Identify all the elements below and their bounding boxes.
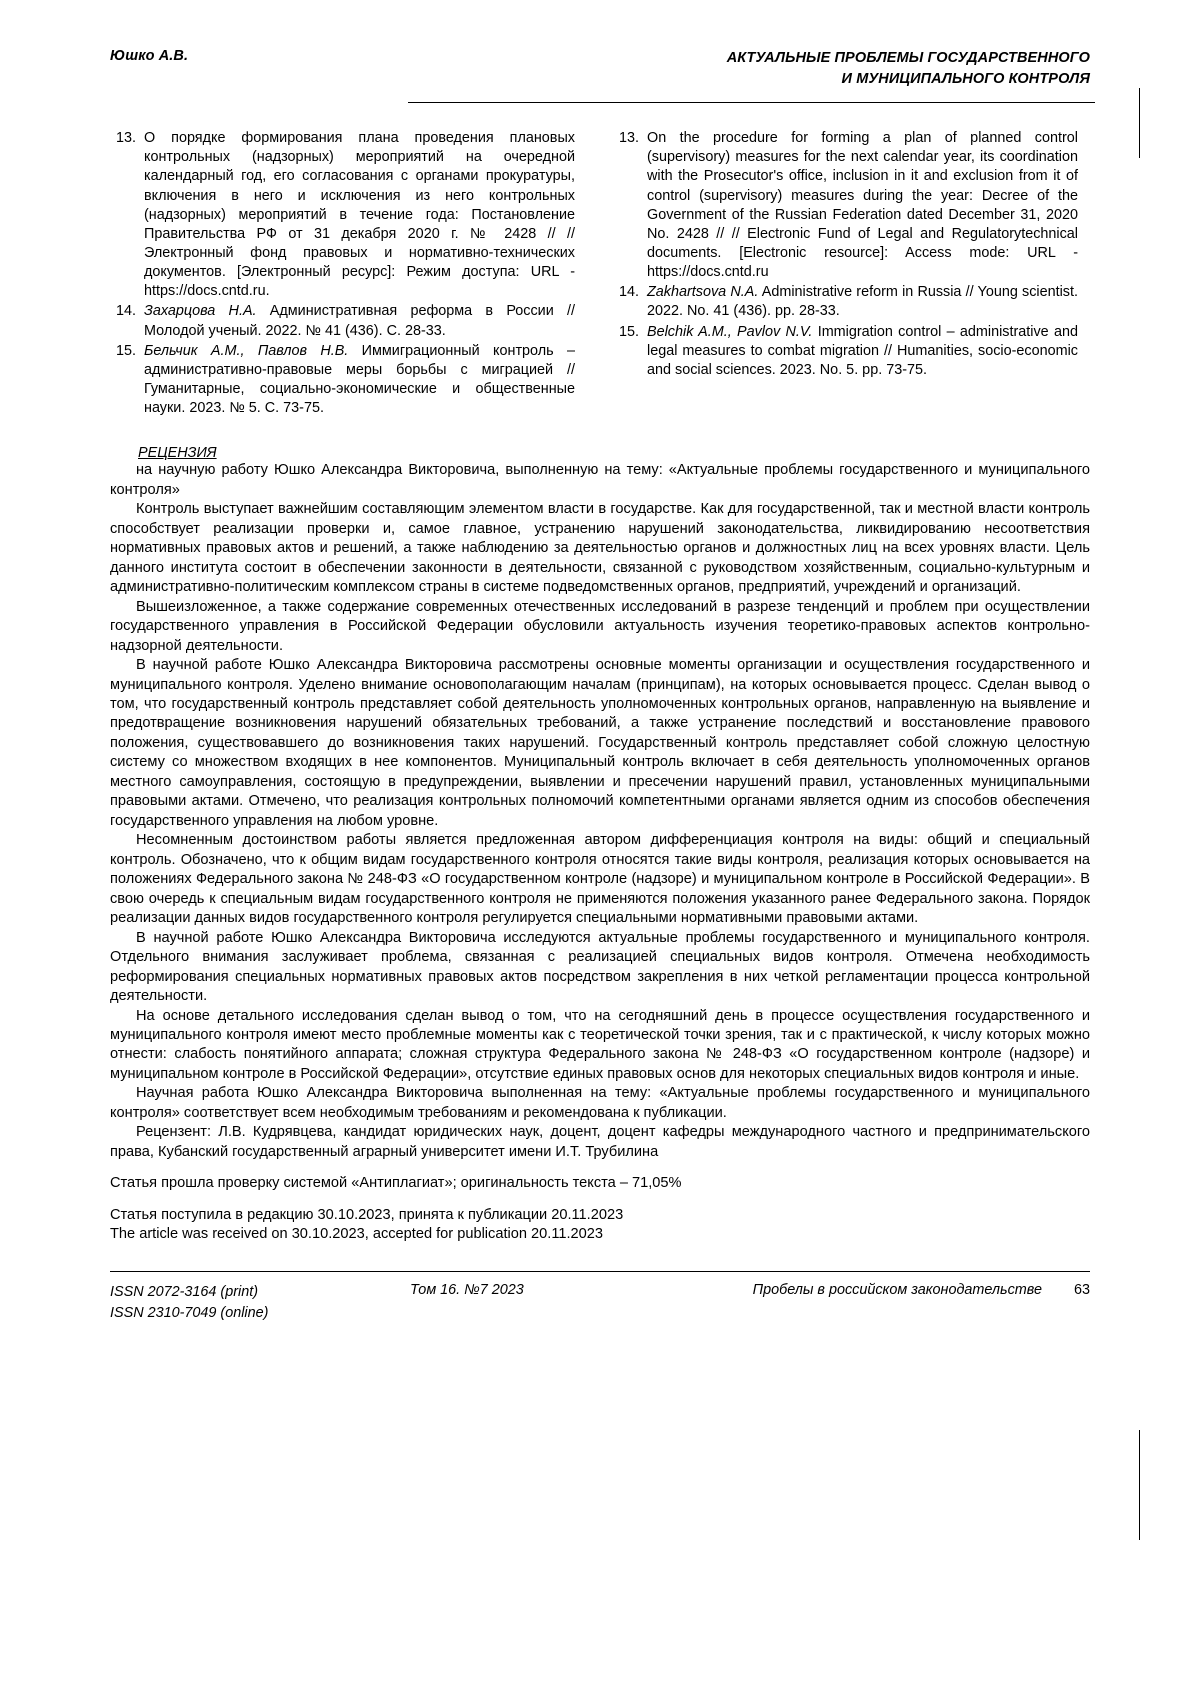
reference-text bbox=[144, 342, 575, 419]
review-body bbox=[110, 461, 1090, 1244]
reference-text bbox=[647, 283, 1078, 321]
reference-text bbox=[144, 302, 575, 340]
review-paragraph: Вышеизложенное, а также содержание современных отечественных исследований в разрезе тенденций и проблем при осуществлении государственного управления в Российской Федерации обусловили актуальность изучения теоретико-правовых аспектов контрольно-надзорной деятельности. bbox=[110, 598, 1090, 654]
issn-print: ISSN 2072-3164 (print) bbox=[110, 1283, 258, 1300]
references-section bbox=[110, 129, 1090, 419]
issn-online: ISSN 2310-7049 (online) bbox=[110, 1304, 269, 1321]
reference-text: On the procedure for forming a plan of planned control (supervisory) measures for the next calendar year, its coordination with the Prosecutor's office, inclusion in it and exclusion from it of control (supervisory) measures during the year: Decree of the Government of the Russian Federation dated December 31, 2020 No. 2428 // // Electronic Fund of Legal and Regulatorytechnical documents. [Electronic resource]: Access mode: URL - https://docs.cntd.ru bbox=[647, 130, 1078, 281]
reference-body: Иммиграционный контроль – административно-правовые меры борьбы с миграцией // Гуманитарные, социально-экономические и общественные науки. 2023. № 5. С. 73-75. bbox=[144, 342, 575, 417]
page-footer bbox=[110, 1282, 1090, 1324]
crop-mark-top bbox=[1139, 88, 1140, 158]
running-title bbox=[727, 48, 1090, 90]
reference-number: 14. bbox=[618, 284, 639, 301]
reference-number: 15. bbox=[115, 342, 136, 359]
running-title-line2: И МУНИЦИПАЛЬНОГО КОНТРОЛЯ bbox=[841, 71, 1090, 88]
reference-item bbox=[613, 323, 1078, 380]
reference-author: Захарцова Н.А. bbox=[144, 303, 257, 320]
received-note-en: The article was received on 30.10.2023, accepted for publication 20.11.2023 bbox=[110, 1226, 604, 1243]
review-paragraph: В научной работе Юшко Александра Викторовича рассмотрены основные моменты организации и осуществления государственного и муниципального контроля. Уделено внимание основополагающим началам (принципам), на которых основывается процесс. Сделан вывод о том, что государственный контроль представляет собой деятельность уполномоченных контрольных органов, направленную на выявление и предотвращение возникновения нарушений обязательных требований, а также устранение последствий и восстановление правового положения, существовавшего до возникновения таких нарушений. Государственный контроль представляет собой сложную целостную систему со множеством входящих в нее компонентов. Муниципальный контроль включает в себя деятельность уполномоченных органов местного самоуправления, состоящую в предупреждении, выявлении и пресечении нарушений правил, установленных муниципальными правовыми актами. Отмечено, что реализация контрольных полномочий компетентными органами является одним из способов обеспечения государственного управления на любом уровне. bbox=[110, 657, 1090, 829]
reference-item bbox=[110, 129, 575, 301]
reference-item bbox=[110, 342, 575, 419]
reference-item bbox=[613, 283, 1078, 321]
reference-text: О порядке формирования плана проведения плановых контрольных (надзорных) мероприятий на очередной календарный год, его согласования с органами прокуратуры, включения в него и исключения из него контрольных (надзорных) мероприятий в течение года: Постановление Правительства РФ от 31 декабря 2020 г. № 2428 // // Электронный фонд правовых и нормативно-технических документов. [Электронный ресурс]: Режим доступа: URL - https://docs.cntd.ru. bbox=[144, 130, 575, 300]
reference-author: Belchik A.M., Pavlov N.V. bbox=[647, 323, 813, 340]
header-divider bbox=[408, 102, 1095, 103]
page-header bbox=[110, 40, 1090, 90]
review-paragraph: На основе детального исследования сделан вывод о том, что на сегодняшний день в процессе осуществления государственного и муниципального контроля имеют место проблемные моменты как с теоретической точки зрения, так и с практической, к числу которых можно отнести: слабость понятийного аппарата; сложная структура Федерального закона № 248-ФЗ «О государственном контроле (надзоре) и муниципальном контроле в Российской Федерации», отсутствие единых правовых основ для некоторых специальных видов контроля и иные. bbox=[110, 1007, 1090, 1082]
reference-number: 13. bbox=[618, 130, 639, 147]
reference-item bbox=[613, 129, 1078, 282]
reference-author: Zakhartsova N.A. bbox=[647, 284, 759, 301]
reference-body: Immigration control – administrative and legal measures to combat migration // Humanities, socio-economic and social sciences. 2023. No. 5. pp. 73-75. bbox=[647, 323, 1078, 378]
antiplagiat-note: Статья прошла проверку системой «Антиплагиат»; оригинальность текста – 71,05% bbox=[110, 1175, 682, 1192]
footer-divider bbox=[110, 1271, 1090, 1272]
references-column-ru bbox=[110, 129, 575, 419]
reference-body: Administrative reform in Russia // Young scientist. 2022. No. 41 (436). pp. 28-33. bbox=[647, 284, 1078, 320]
reviewer-credentials: Рецензент: Л.В. Кудрявцева, кандидат юридических наук, доцент, доцент кафедры международного частного и предпринимательского права, Кубанский государственный аграрный университет имени И.Т. Трубилина bbox=[110, 1124, 1090, 1160]
review-paragraph: Научная работа Юшко Александра Викторовича выполненная на тему: «Актуальные проблемы государственного и муниципального контроля» соответствует всем необходимым требованиям и рекомендована к публикации. bbox=[110, 1085, 1090, 1121]
review-subtitle: на научную работу Юшко Александра Викторовича, выполненную на тему: «Актуальные проблемы государственного и муниципального контроля» bbox=[110, 462, 1090, 498]
reference-item bbox=[110, 302, 575, 340]
reference-author: Бельчик А.М., Павлов Н.В. bbox=[144, 342, 349, 359]
review-heading: РЕЦЕНЗИЯ bbox=[138, 445, 217, 462]
crop-mark-bottom bbox=[1139, 1430, 1140, 1540]
volume-info: Том 16. №7 2023 bbox=[410, 1281, 524, 1298]
reference-text bbox=[647, 323, 1078, 380]
running-title-line1: АКТУАЛЬНЫЕ ПРОБЛЕМЫ ГОСУДАРСТВЕННОГО bbox=[726, 50, 1090, 66]
review-paragraph: Несомненным достоинством работы является предложенная автором дифференциация контроля на виды: общий и специальный контроль. Обозначено, что к общим видам государственного контроля относятся такие виды контроля, реализация которых основывается на положениях Федерального закона № 248-ФЗ «О государственном контроле (надзоре) и муниципальном контроле в Российской Федерации». В свою очередь к специальным видам государственного контроля не применяются положения указанного ранее Федерального закона. Порядок реализации данных видов государственного контроля регулируется специальными нормативными правовыми актами. bbox=[110, 832, 1090, 927]
reference-number: 13. bbox=[115, 130, 136, 147]
page-number: 63 bbox=[1073, 1281, 1090, 1298]
reference-body: Административная реформа в России // Молодой ученый. 2022. № 41 (436). С. 28-33. bbox=[144, 303, 575, 339]
review-paragraph: Контроль выступает важнейшим составляющим элементом власти в государстве. Как для государственной, так и местной власти контроль способствует реализации проверки и, самое главное, устранению нарушений законодательства, ликвидированию несоответствия нормативных правовых актов и решений, а также наблюдению за деятельностью органов и должностных лиц на всех уровнях власти. Цель данного института состоит в обеспечении законности в деятельности, связанной с руководством хозяйственным, социально-культурным и административно-политическим комплексом страны в системе подведомственных органов, предприятий, учреждений и организаций. bbox=[110, 501, 1090, 596]
review-paragraph: В научной работе Юшко Александра Викторовича исследуются актуальные проблемы государственного и муниципального контроля. Отдельного внимания заслуживает проблема, связанная с реализацией специальных видов контроля. Отмечена необходимость реформирования специальных нормативных правовых актов посредством закрепления в них четкой регламентации процесса контрольной деятельности. bbox=[110, 929, 1090, 1005]
received-note-ru: Статья поступила в редакцию 30.10.2023, принята к публикации 20.11.2023 bbox=[110, 1206, 624, 1223]
journal-name: Пробелы в российском законодательстве bbox=[752, 1281, 1042, 1298]
reference-number: 14. bbox=[115, 303, 136, 320]
running-author: Юшко А.В. bbox=[110, 48, 189, 64]
issn-block bbox=[110, 1282, 410, 1324]
references-column-en bbox=[613, 129, 1078, 419]
reference-number: 15. bbox=[618, 323, 639, 340]
